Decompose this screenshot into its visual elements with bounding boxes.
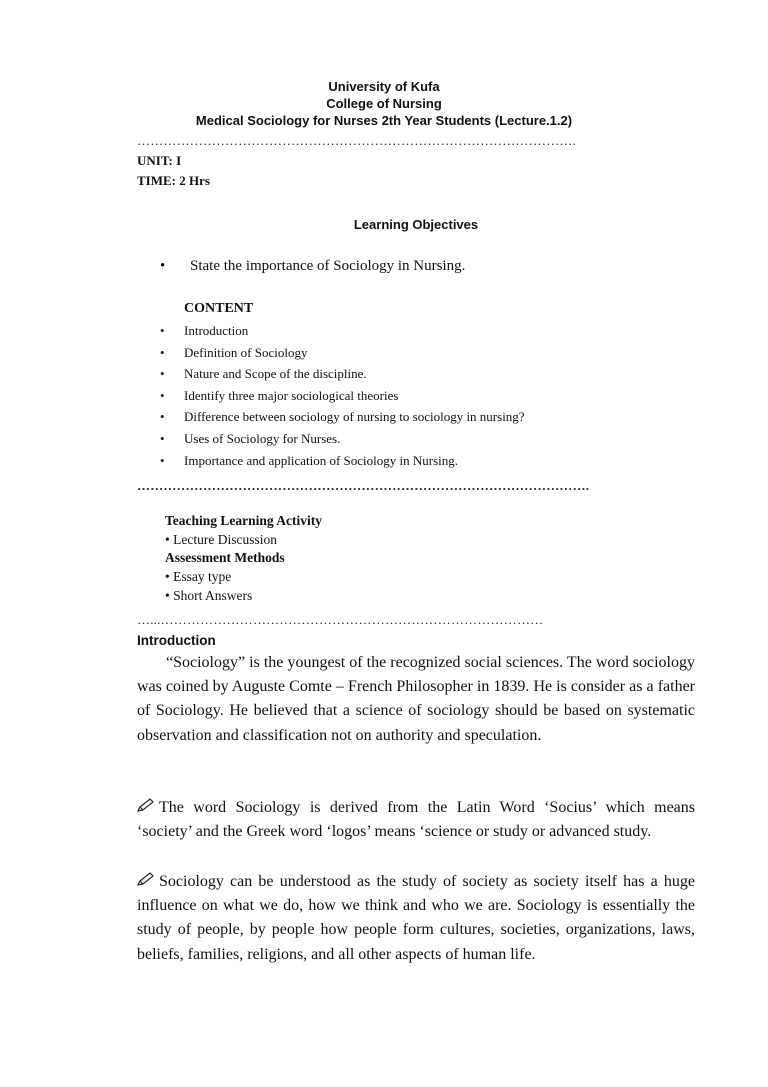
assessment-title: Assessment Methods: [165, 550, 285, 566]
content-item: • Importance and application of Sociology in Nursing.: [160, 450, 525, 472]
introduction-text: “Sociology” is the youngest of the recognized social sciences. The word sociology was coined by Auguste Comte – French Philosopher in 1839. He is consider as a father of Sociology. He believed that a science of sociology should be based on systematic observation and classification not on authority and speculation.: [137, 654, 695, 744]
content-item: • Identify three major sociological theories: [160, 385, 525, 407]
objective-item: • State the importance of Sociology in Nursing.: [160, 258, 465, 275]
content-list: [160, 320, 525, 471]
dotted-separator: ………………………………………………………………………………………….: [137, 478, 590, 493]
time-label: TIME: 2 Hrs: [137, 173, 210, 188]
content-item: • Uses of Sociology for Nurses.: [160, 428, 525, 450]
assessment-item: • Short Answers: [165, 587, 253, 603]
point-item: [137, 870, 695, 967]
unit-label: UNIT: I: [137, 153, 182, 168]
dotted-separator: ……………………………………………………………………………………….: [137, 133, 577, 148]
content-item: • Introduction: [160, 320, 525, 342]
assessment-item: • Essay type: [165, 569, 232, 585]
teaching-activity-block: [165, 512, 322, 606]
point-item: [137, 796, 695, 844]
introduction-paragraph: [137, 651, 695, 748]
course-title: Medical Sociology for Nurses 2th Year Students (Lecture.1.2): [195, 113, 573, 128]
dotted-separator: …...……………………………………………………………………………: [137, 612, 544, 627]
introduction-title: Introduction: [137, 633, 216, 648]
content-item: • Definition of Sociology: [160, 342, 525, 364]
teaching-activity-title: Teaching Learning Activity: [165, 513, 323, 528]
point-text: Sociology can be understood as the study of society as society itself has a huge influence on what we do, how we think and who we are. Sociology is essentially the study of people, by people how people form cultures, societies, organizations, laws, beliefs, families, religions, and all other aspects of human life.: [137, 873, 695, 963]
content-item: • Difference between sociology of nursing to sociology in nursing?: [160, 406, 525, 428]
content-item: • Nature and Scope of the discipline.: [160, 363, 525, 385]
activity-item: • Lecture Discussion: [165, 531, 277, 547]
pencil-icon: [137, 870, 159, 894]
pencil-icon: [137, 796, 159, 820]
objectives-list: [160, 258, 465, 275]
point-text: The word Sociology is derived from the Latin Word ‘Socius’ which means ‘society’ and the Greek word ‘logos’ means ‘science or study or advanced study.: [137, 799, 695, 841]
college-name: College of Nursing: [326, 96, 442, 111]
university-name: University of Kufa: [328, 79, 440, 94]
content-title: CONTENT: [184, 301, 254, 316]
learning-objectives-title: Learning Objectives: [353, 217, 479, 232]
